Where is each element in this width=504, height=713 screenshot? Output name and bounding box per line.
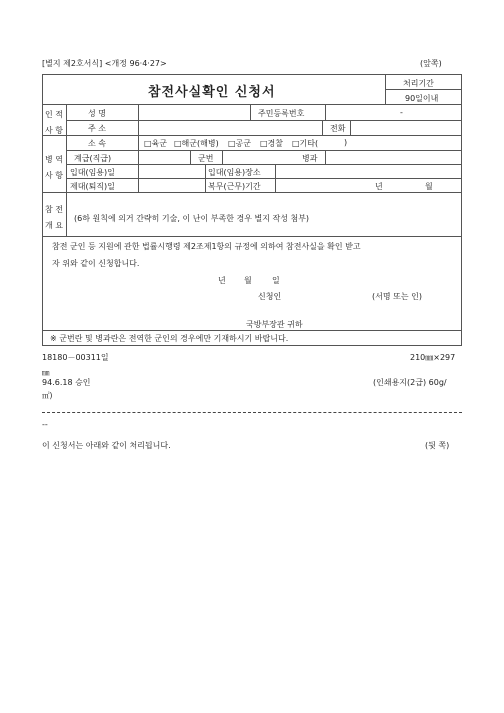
paper-spec: (인쇄용지(2급) 60g/ xyxy=(373,378,447,387)
applicant-label: 신청인 xyxy=(258,292,282,301)
address-label: 주 소 xyxy=(88,124,106,133)
rrn-separator: - xyxy=(400,108,403,117)
service-number-label: 군번 xyxy=(198,154,214,163)
footnote: ※ 군번란 및 병과란은 전역한 군인의 경우에만 기재하시기 바랍니다. xyxy=(50,334,289,343)
statement-line2: 자 위와 같이 신청합니다. xyxy=(52,259,140,268)
personal-section-line2: 사 항 xyxy=(45,126,63,135)
discharge-date-label: 제대(퇴직)일 xyxy=(70,182,115,191)
date-year: 년 xyxy=(218,276,226,285)
rank-label: 계급(직급) xyxy=(74,154,112,163)
paper-size-unit: ㎜ xyxy=(42,368,50,377)
cut-line-tail: -- xyxy=(42,420,48,429)
addressee: 국방부장관 귀하 xyxy=(246,320,303,329)
specialty-label: 병과 xyxy=(302,154,318,163)
date-month: 월 xyxy=(244,276,252,285)
branch-navy-checkbox[interactable]: □해군(해병) xyxy=(174,139,219,148)
signature-note: (서명 또는 인) xyxy=(372,292,422,301)
military-section-line2: 사 항 xyxy=(45,171,63,180)
processing-period-label: 처리기간 xyxy=(403,79,434,88)
phone-label: 전화 xyxy=(330,124,346,133)
combat-section-line2: 개 요 xyxy=(45,221,63,230)
personal-section-line1: 인 적 xyxy=(45,110,63,119)
front-side-label: (앞쪽) xyxy=(420,59,442,68)
branch-label: 소 속 xyxy=(88,139,106,148)
processing-period-value: 90일이내 xyxy=(405,94,439,103)
form-number: [별지 제2호서식] <개정 96·4·27> xyxy=(42,59,167,68)
combat-section-line1: 참 전 xyxy=(45,205,63,214)
branch-police-checkbox[interactable]: □경찰 xyxy=(260,139,284,148)
paper-size: 210㎜×297 xyxy=(410,353,456,362)
name-label: 성 명 xyxy=(88,109,106,118)
back-page-intro: 이 신청서는 아래와 같이 처리됩니다. xyxy=(42,441,171,450)
cut-line xyxy=(42,412,462,413)
paper-spec-unit: ㎡) xyxy=(42,391,53,400)
enlist-place-label: 입대(임용)장소 xyxy=(208,168,261,177)
statement-line1: 참전 군인 등 지원에 관한 법률시행령 제2조제1항의 규정에 의하여 참전사실을 확인 받고 xyxy=(52,242,361,251)
approval-date: 94.6.18 승인 xyxy=(42,378,91,387)
branch-army-checkbox[interactable]: □육군 xyxy=(144,139,168,148)
branch-airforce-checkbox[interactable]: □공군 xyxy=(228,139,252,148)
branch-other-close: ) xyxy=(344,138,348,147)
enlist-date-label: 입대(임용)일 xyxy=(70,168,115,177)
branch-other-checkbox[interactable]: □기타( xyxy=(292,139,319,148)
rrn-label: 주민등록번호 xyxy=(258,109,305,118)
form-code: 18180－00311일 xyxy=(42,353,109,362)
military-section-line1: 병 역 xyxy=(45,155,63,164)
period-year-unit: 년 xyxy=(375,182,383,191)
back-side-label: (뒷 쪽) xyxy=(425,441,450,450)
service-period-label: 복무(근무)기간 xyxy=(208,182,261,191)
form-title: 참전사실확인 신청서 xyxy=(148,85,276,100)
period-month-unit: 월 xyxy=(425,182,433,191)
combat-summary-note: (6하 원칙에 의거 간략히 기술, 이 난이 부족한 경우 별지 작성 첨부) xyxy=(74,214,310,223)
date-day: 일 xyxy=(272,276,280,285)
